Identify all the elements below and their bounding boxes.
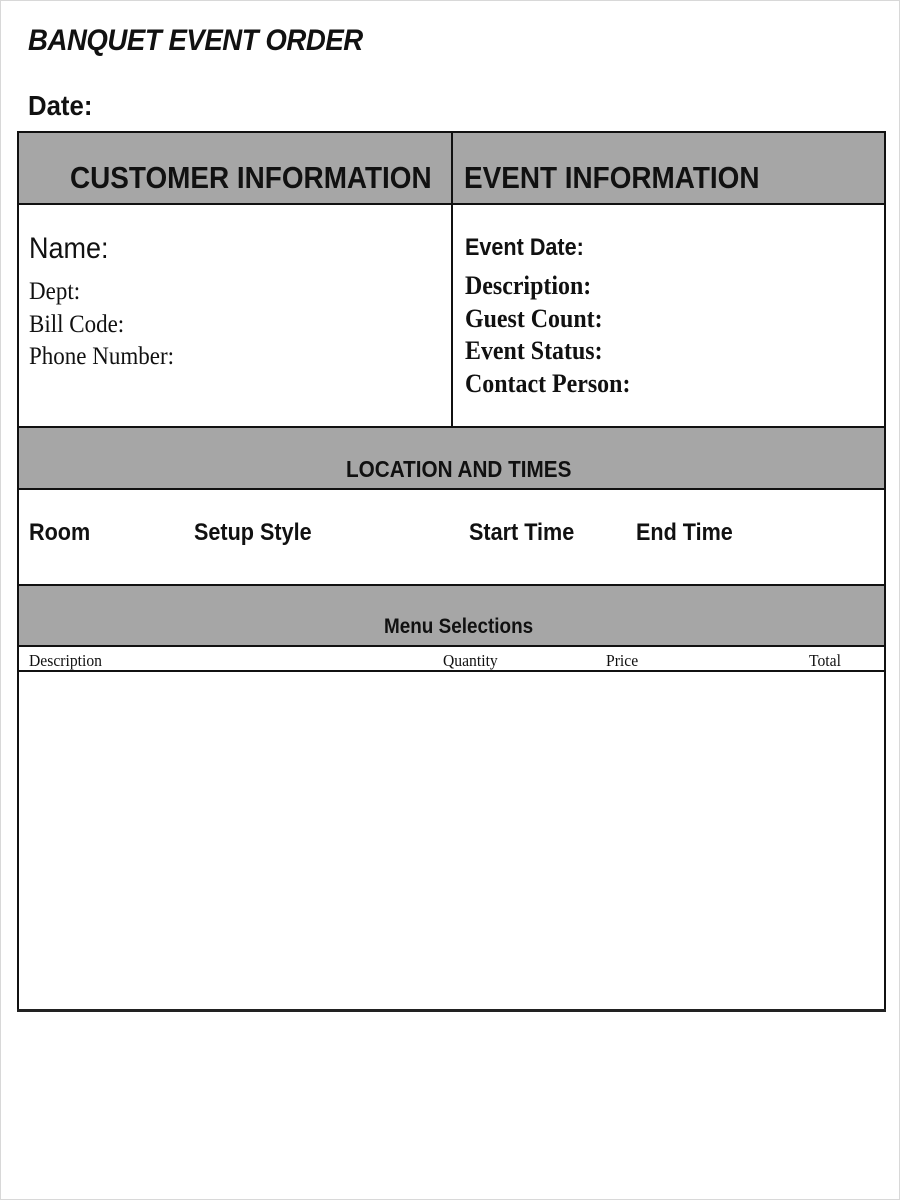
banquet-form [17, 131, 886, 1011]
customer-info-heading: CUSTOMER INFORMATION [70, 160, 432, 195]
menu-price-column: Price [606, 651, 639, 670]
event-status-label: Event Status: [465, 336, 603, 365]
date-label: Date: [28, 90, 93, 121]
room-column-label: Room [29, 519, 91, 546]
form-title: BANQUET EVENT ORDER [28, 24, 363, 57]
form-bottom-rule [17, 1009, 886, 1012]
menu-total-column: Total [809, 651, 841, 670]
end-time-column-label: End Time [636, 519, 733, 546]
column-divider [451, 133, 453, 426]
menu-selections-heading: Menu Selections [384, 615, 534, 638]
name-label: Name: [29, 232, 109, 265]
start-time-column-label: Start Time [469, 519, 575, 546]
location-times-heading: LOCATION AND TIMES [346, 456, 572, 482]
contact-person-label: Contact Person: [465, 369, 631, 398]
divider [19, 488, 884, 490]
menu-description-column: Description [29, 651, 102, 670]
divider [19, 670, 884, 672]
menu-quantity-column: Quantity [443, 651, 498, 670]
dept-label: Dept: [29, 278, 81, 305]
event-date-label: Event Date: [465, 234, 584, 261]
bill-code-label: Bill Code: [29, 311, 125, 338]
guest-count-label: Guest Count: [465, 304, 603, 333]
divider [19, 645, 884, 647]
description-label: Description: [465, 271, 592, 300]
phone-number-label: Phone Number: [29, 343, 175, 370]
event-info-heading: EVENT INFORMATION [464, 160, 760, 195]
setup-style-column-label: Setup Style [194, 519, 312, 546]
